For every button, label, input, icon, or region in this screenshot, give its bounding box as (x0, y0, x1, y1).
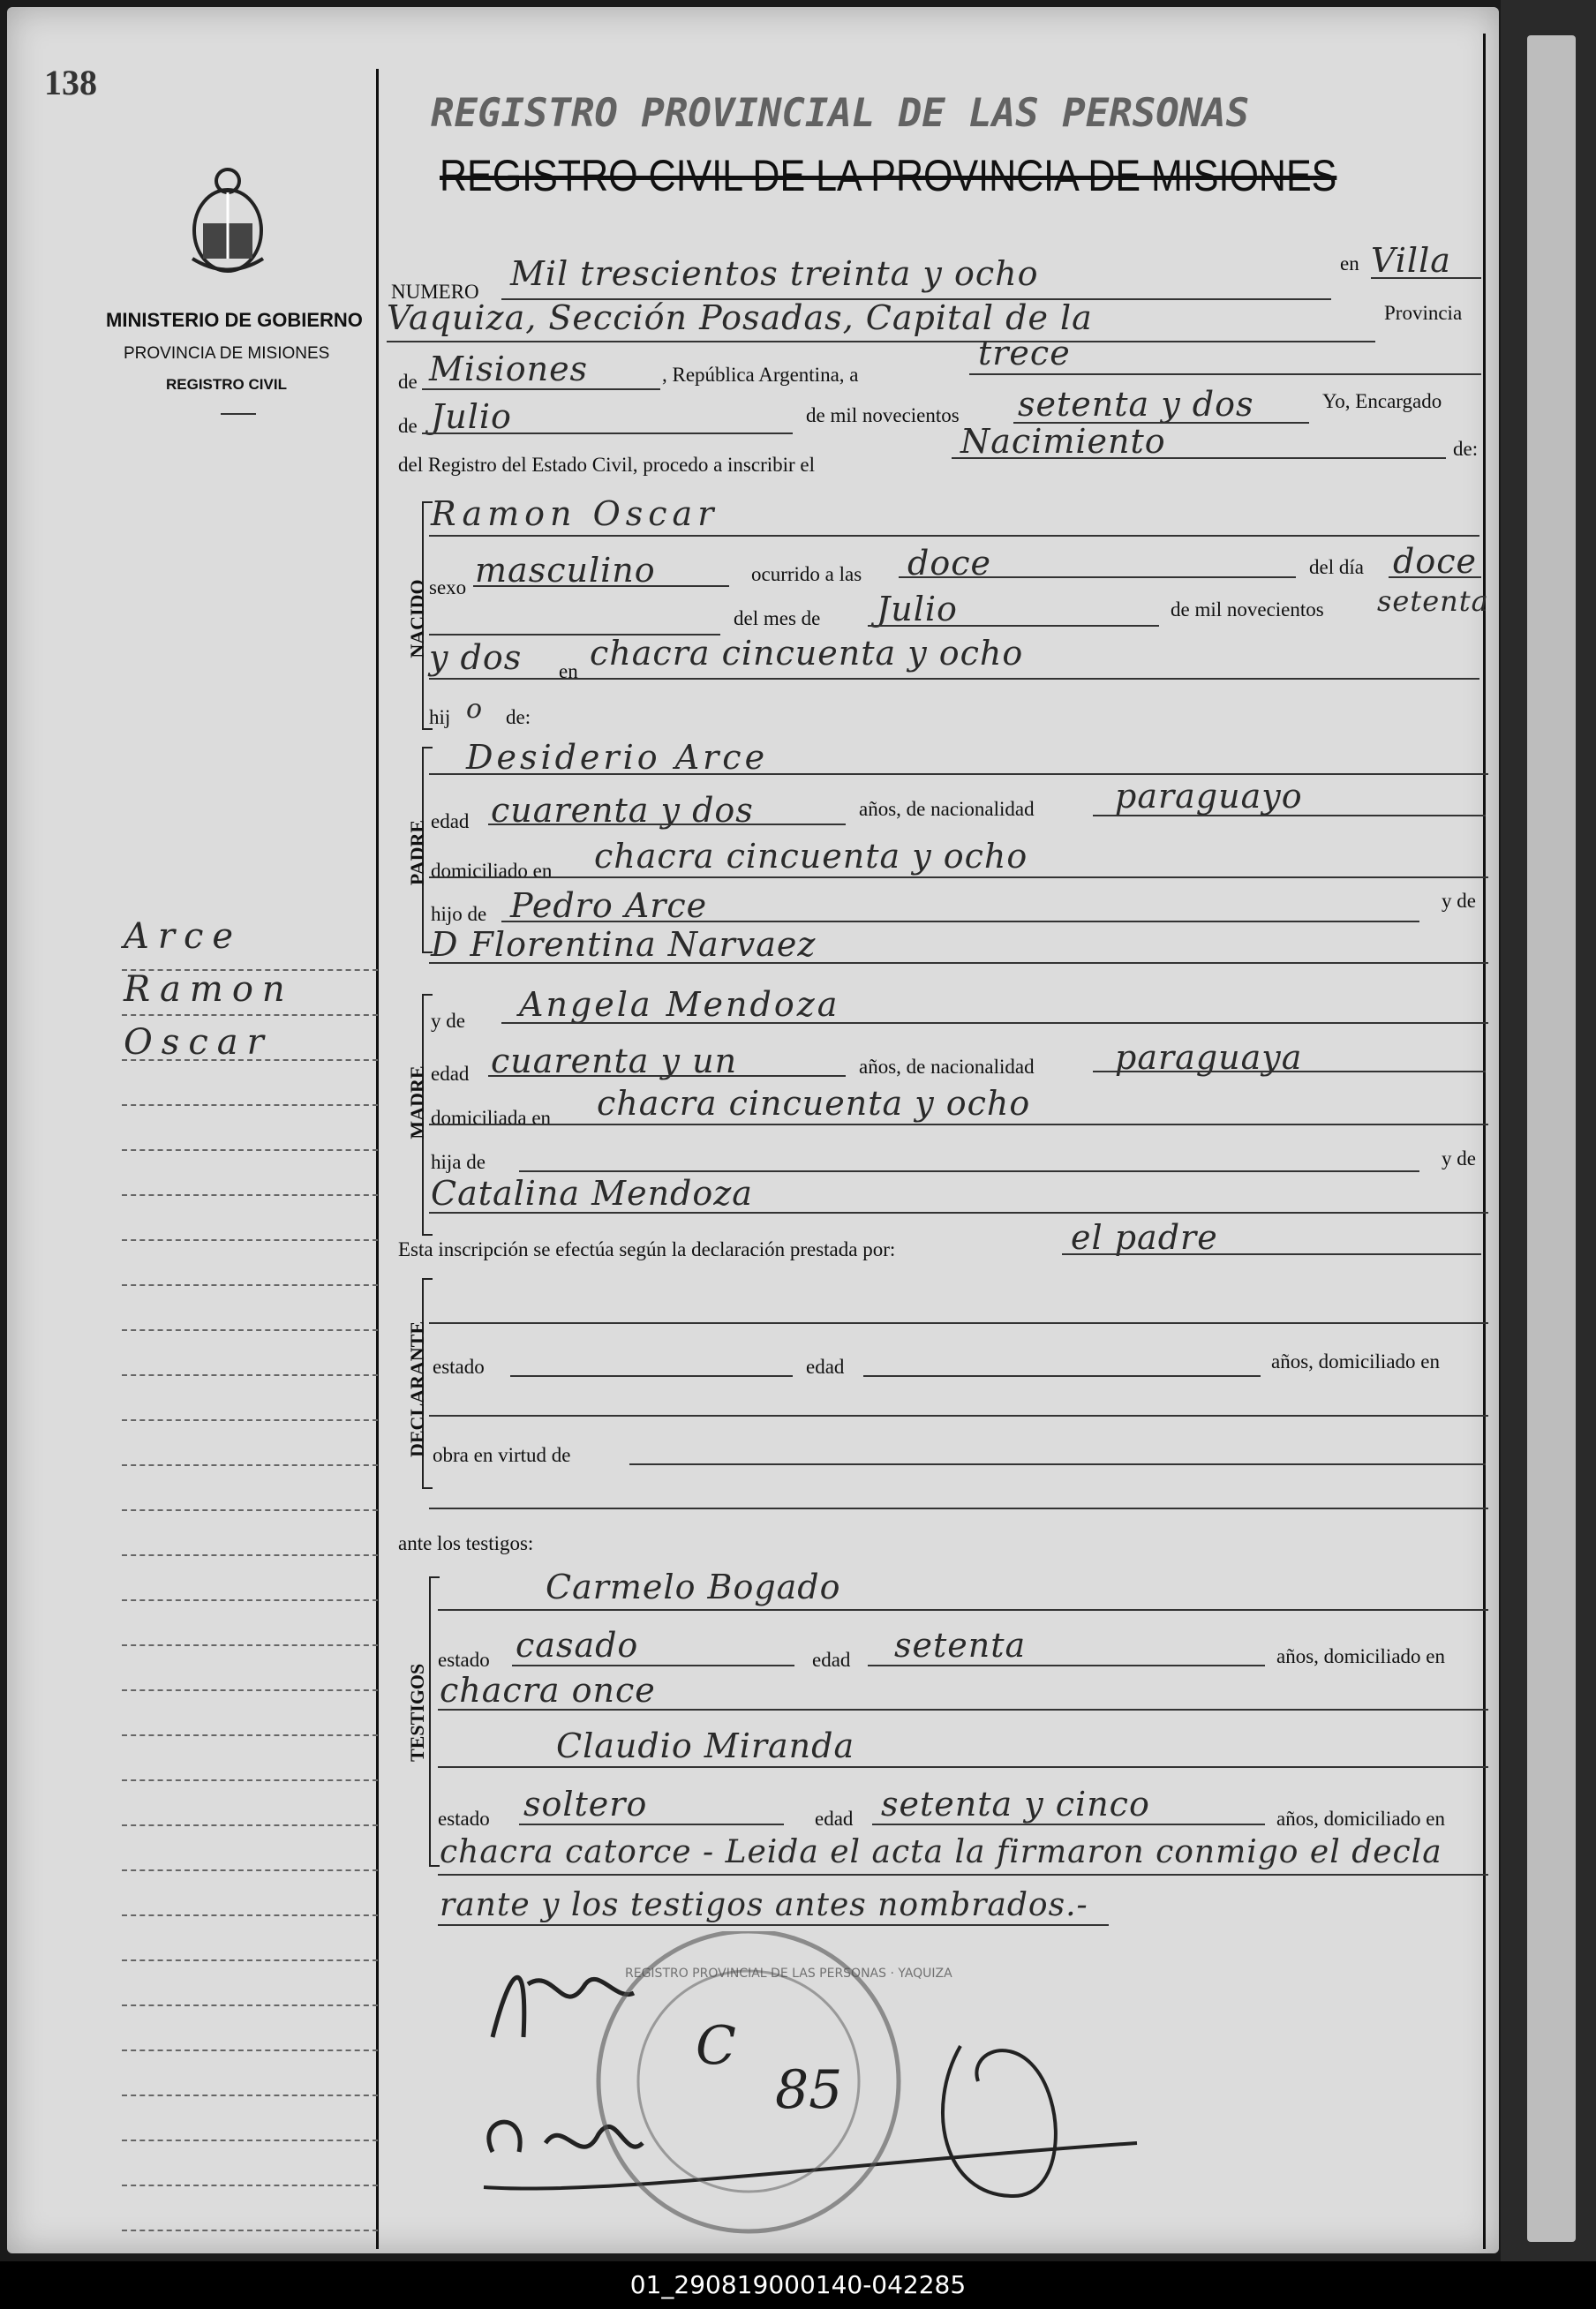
padre-nombre-value: Desiderio Arce (466, 738, 769, 777)
declarante-estado-rule (510, 1375, 793, 1377)
madre-hija-de-label: hija de (431, 1151, 486, 1173)
document-page (7, 7, 1499, 2253)
margin-rule (122, 1554, 378, 1556)
testigo1-edad-rule (868, 1665, 1265, 1666)
testigo1-estado-value: casado (516, 1626, 639, 1665)
printed-header: REGISTRO CIVIL DE LA PROVINCIA DE MISIONES (440, 151, 1337, 200)
margin-rule (122, 2095, 378, 2096)
signature-4 (943, 2046, 1056, 2196)
stamp-header: REGISTRO PROVINCIAL DE LAS PERSONAS (431, 91, 1250, 136)
del-dia-label: del día (1309, 556, 1364, 578)
margin-rule (122, 1689, 378, 1691)
inscripcion-rule (1062, 1253, 1481, 1255)
dia-a-value: trece (978, 334, 1071, 372)
cierre-rule (438, 1924, 1109, 1926)
madre-nombre-rule (501, 1022, 1488, 1024)
margin-rule (122, 1914, 378, 1916)
anio-nac-value: setenta (1377, 584, 1489, 618)
madre-nac-value: paraguaya (1115, 1038, 1303, 1077)
margin-rule (122, 1374, 378, 1376)
padre-dom-label: domiciliado en (431, 860, 553, 882)
hora-rule (899, 576, 1296, 578)
round-stamp-text: REGISTRO PROVINCIAL DE LAS PERSONAS · YAQUIZA (625, 1967, 952, 1981)
padre-edad-value: cuarenta y dos (491, 791, 754, 830)
lugar-value: Vaquiza, Sección Posadas, Capital de la (387, 298, 1093, 337)
mes-value: Julio (431, 397, 512, 436)
provincia-value: Misiones (429, 350, 589, 388)
inscripcion-label: Esta inscripción se efectúa según la declaración prestada por: (398, 1238, 896, 1260)
ocurrido-label: ocurrido a las (751, 563, 862, 585)
margin-rule (122, 969, 378, 971)
de-mil-nov-label: de mil novecientos (1171, 598, 1324, 620)
mes-rule (422, 432, 793, 434)
margin-rule (122, 1104, 378, 1106)
hij-suffix: o (466, 694, 484, 725)
margin-rule (122, 1644, 378, 1646)
testigo2-estado-rule (519, 1824, 784, 1825)
stamp-initials: C (696, 2015, 736, 2077)
testigo2-nombre-rule (438, 1766, 1488, 1768)
madre-anios-label: años, de nacionalidad (859, 1056, 1035, 1078)
margin-rule (122, 1509, 378, 1511)
padre-nac-value: paraguayo (1115, 777, 1303, 816)
republica-label: , República Argentina, a (662, 364, 859, 386)
padre-y-de-label: y de (1442, 890, 1476, 912)
declarante-rule-1 (429, 1322, 1488, 1324)
nombre-rule (429, 535, 1479, 537)
testigo2-anios-label: años, domiciliado en (1276, 1808, 1445, 1830)
padre-dom-rule (429, 876, 1488, 878)
testigo1-nombre-value: Carmelo Bogado (546, 1568, 841, 1606)
numero-value: Mil trescientos treinta y ocho (510, 254, 1039, 293)
declarante-rule-3 (429, 1508, 1488, 1509)
margin-line (376, 69, 379, 2249)
dia-value: doce (1393, 542, 1477, 581)
ante-testigos-label: ante los testigos: (398, 1532, 534, 1554)
signature-3 (484, 2143, 1137, 2189)
margin-rule (122, 1149, 378, 1151)
declarante-edad-label: edad (806, 1356, 845, 1378)
margin-rule (122, 1869, 378, 1871)
margin-rule (122, 1464, 378, 1466)
padre-dom-value: chacra cincuenta y ocho (594, 837, 1028, 876)
sexo-label: sexo (429, 576, 467, 598)
margin-rule (122, 2050, 378, 2051)
testigo2-dom-rule (438, 1874, 1488, 1876)
testigo1-dom-rule (438, 1709, 1488, 1711)
madre-dom-rule (429, 1124, 1488, 1125)
padre-madre-rule (429, 962, 1488, 964)
dia-a-rule (969, 373, 1481, 375)
provincia-label: Provincia (1384, 302, 1463, 324)
lugar-nac-value: chacra cincuenta y ocho (590, 634, 1024, 673)
en-value: Villa (1371, 241, 1451, 280)
testigo1-nombre-rule (438, 1609, 1488, 1611)
margin-rule (122, 1959, 378, 1961)
madre-nombre-value: Angela Mendoza (519, 985, 840, 1024)
declarante-estado-label: estado (433, 1356, 485, 1378)
testigos-label: TESTIGOS (406, 1663, 428, 1762)
padre-edad-label: edad (431, 810, 470, 832)
margin-secondname: Oscar (124, 1022, 273, 1063)
cierre-value: rante y los testigos antes nombrados.- (440, 1887, 1088, 1923)
madre-y-de2-label: y de (1442, 1147, 1476, 1170)
de-label-1: de (398, 371, 418, 393)
padre-edad-rule (488, 824, 846, 825)
madre-nac-rule (1093, 1071, 1486, 1072)
hora-value: doce (907, 544, 991, 583)
hij-de-label: de: (506, 706, 531, 728)
padre-nac-rule (1093, 815, 1486, 816)
sexo-rule (473, 585, 729, 587)
margin-rule (122, 1059, 378, 1061)
testigo2-estado-label: estado (438, 1808, 490, 1830)
mes-nac-value: Julio (877, 590, 958, 628)
margin-rule (122, 2004, 378, 2006)
testigo1-anios-label: años, domiciliado en (1276, 1645, 1445, 1667)
nombre-value: Ramon Oscar (431, 494, 719, 533)
padre-madre-value: D Florentina Narvaez (431, 925, 817, 964)
margin-rule (122, 1329, 378, 1331)
padre-padre-value: Pedro Arce (510, 886, 708, 925)
signature-2 (489, 2122, 643, 2152)
de-colon-label: de: (1453, 438, 1479, 460)
margin-rule (122, 2230, 378, 2231)
stamp-number: 85 (775, 2059, 843, 2121)
document-id-footer: 01_290819000140-042285 (0, 2261, 1596, 2309)
testigo1-dom-value: chacra once (440, 1671, 656, 1710)
coat-of-arms-icon (184, 162, 272, 281)
seal-divider (221, 413, 256, 415)
anio-value: setenta y dos (1018, 385, 1254, 424)
margin-rule (122, 1779, 378, 1781)
testigo2-dom-value: chacra catorce - Leida el acta la firmaron conmigo el decla (440, 1834, 1442, 1870)
margin-rule (122, 1239, 378, 1241)
obra-rule (629, 1463, 1486, 1465)
anio-nac2-value: y dos (429, 638, 523, 677)
padre-padre-rule (501, 921, 1419, 922)
testigo2-edad-value: setenta y cinco (881, 1785, 1150, 1824)
provincia-rule (422, 388, 660, 390)
testigo1-estado-rule (512, 1665, 794, 1666)
madre-dom-label: domiciliada en (431, 1107, 552, 1129)
lugar-nac-rule (429, 678, 1479, 680)
ministry-label: MINISTERIO DE GOBIERNO (106, 309, 363, 331)
testigo2-nombre-value: Claudio Miranda (556, 1726, 855, 1765)
de-mil-label: de mil novecientos (806, 404, 960, 426)
declarante-rule-2 (429, 1415, 1488, 1417)
numero-label: NUMERO (391, 281, 479, 303)
dia-rule (1389, 576, 1481, 578)
mes-nac-rule (868, 625, 1159, 627)
testigo2-edad-label: edad (815, 1808, 854, 1830)
margin-rule (122, 1599, 378, 1601)
declarante-label: DECLARANTE (406, 1320, 428, 1457)
margin-rule (122, 2185, 378, 2186)
margin-surname: Arce (124, 916, 243, 957)
padre-label: PADRE (406, 819, 428, 886)
right-border (1483, 34, 1486, 2249)
acto-rule (952, 457, 1446, 459)
margin-rule (122, 1284, 378, 1286)
padre-hijo-de-label: hijo de (431, 903, 487, 925)
madre-dom-value: chacra cincuenta y ocho (597, 1084, 1031, 1123)
hij-label: hij (429, 706, 451, 728)
office-label: REGISTRO CIVIL (166, 376, 287, 393)
margin-rule (122, 1824, 378, 1826)
margin-rule (122, 1419, 378, 1421)
signatures-and-stamp (431, 1931, 1490, 2249)
en-nac-label: en (559, 660, 578, 682)
testigo1-edad-label: edad (812, 1649, 851, 1671)
padre-anios-label: años, de nacionalidad (859, 798, 1035, 820)
declarante-anios-label: años, domiciliado en (1271, 1350, 1440, 1373)
del-mes-label: del mes de (734, 607, 821, 629)
en-label: en (1340, 252, 1359, 275)
yo-encargado-label: Yo, Encargado (1322, 390, 1442, 412)
madre-madre-rule (429, 1212, 1488, 1214)
lugar-rule (387, 341, 1375, 342)
en-rule (1371, 277, 1481, 279)
padre-nombre-rule (429, 773, 1488, 775)
madre-edad-rule (488, 1075, 846, 1077)
margin-rule (122, 2140, 378, 2141)
acto-value: Nacimiento (960, 422, 1166, 461)
testigo2-estado-value: soltero (523, 1785, 648, 1824)
sexo-value: masculino (475, 551, 656, 590)
madre-label: MADRE (406, 1065, 428, 1139)
page-edge-strip (1501, 0, 1596, 2273)
nacido-label: NACIDO (406, 579, 428, 658)
testigo2-edad-rule (872, 1824, 1265, 1825)
del-registro-label: del Registro del Estado Civil, procedo a inscribir el (398, 454, 816, 476)
madre-y-de-label: y de (431, 1010, 465, 1032)
signature-1 (493, 1977, 634, 2037)
declarante-value: el padre (1071, 1218, 1218, 1257)
madre-madre-value: Catalina Mendoza (431, 1174, 753, 1213)
margin-rule (122, 1734, 378, 1736)
margin-rule (122, 1194, 378, 1196)
book-edge (1527, 35, 1576, 2242)
province-label: PROVINCIA DE MISIONES (124, 344, 330, 363)
testigo1-edad-value: setenta (894, 1626, 1027, 1665)
obra-label: obra en virtud de (433, 1444, 571, 1466)
madre-padre-rule (519, 1170, 1419, 1172)
testigo1-estado-label: estado (438, 1649, 490, 1671)
de-label-2: de (398, 415, 418, 437)
declarante-edad-rule (863, 1375, 1261, 1377)
madre-edad-value: cuarenta y un (491, 1042, 738, 1080)
madre-edad-label: edad (431, 1063, 470, 1085)
margin-firstname: Ramon (124, 969, 294, 1010)
margin-rule (122, 1014, 378, 1016)
page-number: 138 (44, 63, 97, 102)
